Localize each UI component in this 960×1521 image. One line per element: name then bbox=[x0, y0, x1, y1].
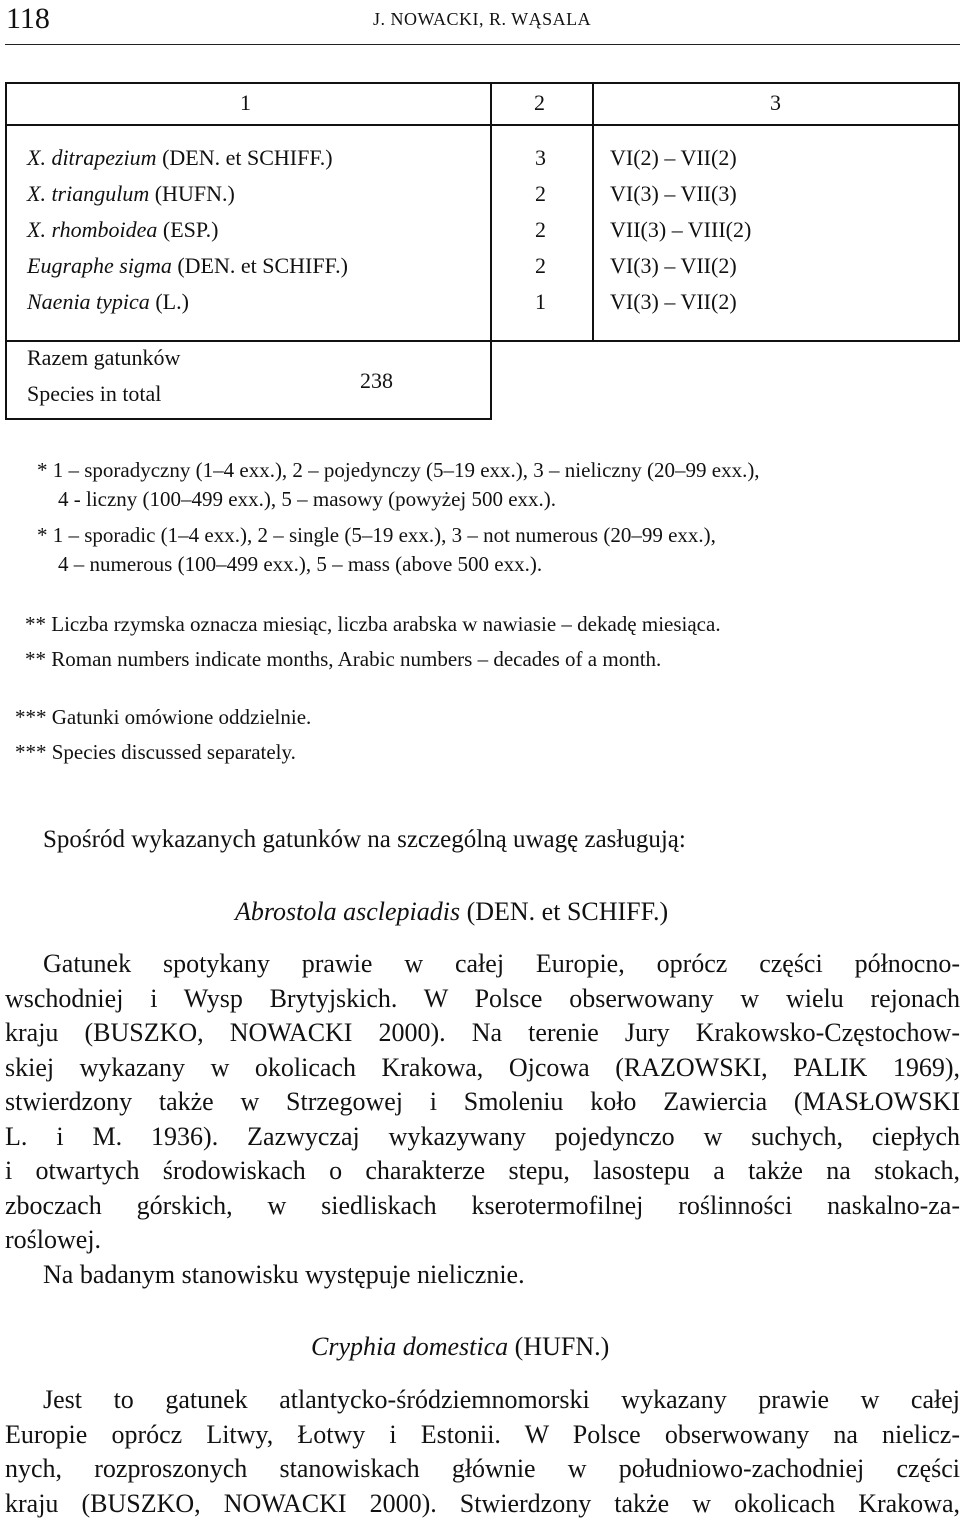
section-intro: Spośród wykazanych gatunków na szczególną uwagę zasługują: bbox=[43, 826, 686, 854]
paragraph-line: stwierdzony także w Strzegowej i Smoleniu koło Zawiercia (MASŁOWSKI bbox=[5, 1085, 960, 1120]
paragraph-line: wschodniej i Wysp Brytyjskich. W Polsce obserwowany w wielu rejonach bbox=[5, 982, 960, 1017]
footnote-2-pl: ** Liczba rzymska oznacza miesiąc, liczba arabska w nawiasie – dekadę miesiąca. bbox=[25, 612, 721, 637]
abundance-cell: 1 bbox=[535, 289, 546, 315]
table-row bbox=[27, 289, 189, 315]
paragraph-line: zboczach górskich, w siedliskach kserotermofilnej roślinności naskalno-za- bbox=[5, 1189, 960, 1224]
period-cell: VI(2) – VII(2) bbox=[610, 145, 737, 171]
abundance-cell: 2 bbox=[535, 217, 546, 243]
abundance-cell: 2 bbox=[535, 181, 546, 207]
total-label-pl: Razem gatunków bbox=[27, 345, 180, 371]
footnote-2-en: ** Roman numbers indicate months, Arabic numbers – decades of a month. bbox=[25, 647, 661, 672]
col-header-3: 3 bbox=[770, 90, 781, 116]
table-row bbox=[27, 145, 333, 171]
table-body-rule bbox=[5, 340, 960, 342]
species-author: (L.) bbox=[155, 289, 189, 314]
species-author: (HUFN.) bbox=[515, 1332, 610, 1361]
species-author: (DEN. et SCHIFF.) bbox=[177, 253, 348, 278]
period-cell: VI(3) – VII(2) bbox=[610, 289, 737, 315]
table-total-left-border bbox=[5, 340, 7, 420]
col-header-2: 2 bbox=[534, 90, 545, 116]
species-heading-abrostola bbox=[235, 897, 668, 927]
paragraph-line: L. i M. 1936). Zazwyczaj wykazywany pojedynczo w suchych, ciepłych bbox=[5, 1120, 960, 1155]
footnote-3-pl: *** Gatunki omówione oddzielnie. bbox=[15, 705, 311, 730]
species-author: (HUFN.) bbox=[155, 181, 235, 206]
paragraph-line: Europie oprócz Litwy, Łotwy i Estonii. W Polsce obserwowany na nielicz- bbox=[5, 1418, 960, 1453]
species-author: (DEN. et SCHIFF.) bbox=[162, 145, 333, 170]
paragraph-abrostola bbox=[5, 947, 960, 1292]
paragraph-cryphia bbox=[5, 1383, 960, 1521]
table-row bbox=[27, 217, 219, 243]
header-rule bbox=[5, 44, 960, 45]
footnote-1-en-line-1: * 1 – sporadic (1–4 exx.), 2 – single (5–19 exx.), 3 – not numerous (20–99 exx.), bbox=[37, 523, 716, 548]
footnote-1-pl-line-2: 4 - liczny (100–499 exx.), 5 – masowy (powyżej 500 exx.). bbox=[58, 487, 556, 512]
species-name: X. rhomboidea bbox=[27, 217, 157, 242]
paragraph-line: Jest to gatunek atlantycko-śródziemnomorski wykazany prawie w całej bbox=[5, 1383, 960, 1418]
period-cell: VII(3) – VIII(2) bbox=[610, 217, 751, 243]
paragraph-line: roślowej. bbox=[5, 1223, 960, 1258]
running-header-authors: J. NOWACKI, R. WĄSALA bbox=[373, 9, 591, 30]
paragraph-line: kraju (BUSZKO, NOWACKI 2000). Stwierdzony także w okolicach Krakowa, bbox=[5, 1487, 960, 1521]
abundance-cell: 3 bbox=[535, 145, 546, 171]
paragraph-line: nych, rozproszonych stanowiskach głównie w południowo-zachodniej części bbox=[5, 1452, 960, 1487]
footnote-1-pl-line-1: * 1 – sporadyczny (1–4 exx.), 2 – pojedynczy (5–19 exx.), 3 – nieliczny (20–99 exx.), bbox=[37, 458, 760, 483]
species-name: X. triangulum bbox=[27, 181, 149, 206]
total-label-en: Species in total bbox=[27, 381, 161, 407]
species-name: Abrostola asclepiadis bbox=[235, 897, 460, 926]
period-cell: VI(3) – VII(2) bbox=[610, 253, 737, 279]
paragraph-line: Gatunek spotykany prawie w całej Europie, oprócz części północno- bbox=[5, 947, 960, 982]
table-col-divider-1 bbox=[490, 82, 492, 420]
total-value: 238 bbox=[360, 368, 393, 394]
abundance-cell: 2 bbox=[535, 253, 546, 279]
species-author: (ESP.) bbox=[163, 217, 219, 242]
page-number: 118 bbox=[6, 2, 50, 36]
species-name: Cryphia domestica bbox=[311, 1332, 508, 1361]
table-header-rule bbox=[5, 124, 960, 126]
table-col-divider-2 bbox=[592, 82, 594, 342]
col-header-1: 1 bbox=[240, 90, 251, 116]
species-heading-cryphia bbox=[311, 1332, 609, 1362]
paragraph-line: skiej wykazany w okolicach Krakowa, Ojcowa (RAZOWSKI, PALIK 1969), bbox=[5, 1051, 960, 1086]
paragraph-line: kraju (BUSZKO, NOWACKI 2000). Na terenie Jury Krakowsko-Częstochow- bbox=[5, 1016, 960, 1051]
species-name: Naenia typica bbox=[27, 289, 150, 314]
paragraph-line: i otwartych środowiskach o charakterze stepu, lasostepu a także na stokach, bbox=[5, 1154, 960, 1189]
paragraph-line: Na badanym stanowisku występuje nielicznie. bbox=[5, 1258, 960, 1293]
species-name: Eugraphe sigma bbox=[27, 253, 172, 278]
footnote-1-en-line-2: 4 – numerous (100–499 exx.), 5 – mass (above 500 exx.). bbox=[58, 552, 542, 577]
table-row bbox=[27, 253, 348, 279]
footnote-3-en: *** Species discussed separately. bbox=[15, 740, 296, 765]
period-cell: VI(3) – VII(3) bbox=[610, 181, 737, 207]
table-total-bottom-border bbox=[5, 418, 492, 420]
species-name: X. ditrapezium bbox=[27, 145, 157, 170]
table-row bbox=[27, 181, 235, 207]
species-author: (DEN. et SCHIFF.) bbox=[467, 897, 669, 926]
